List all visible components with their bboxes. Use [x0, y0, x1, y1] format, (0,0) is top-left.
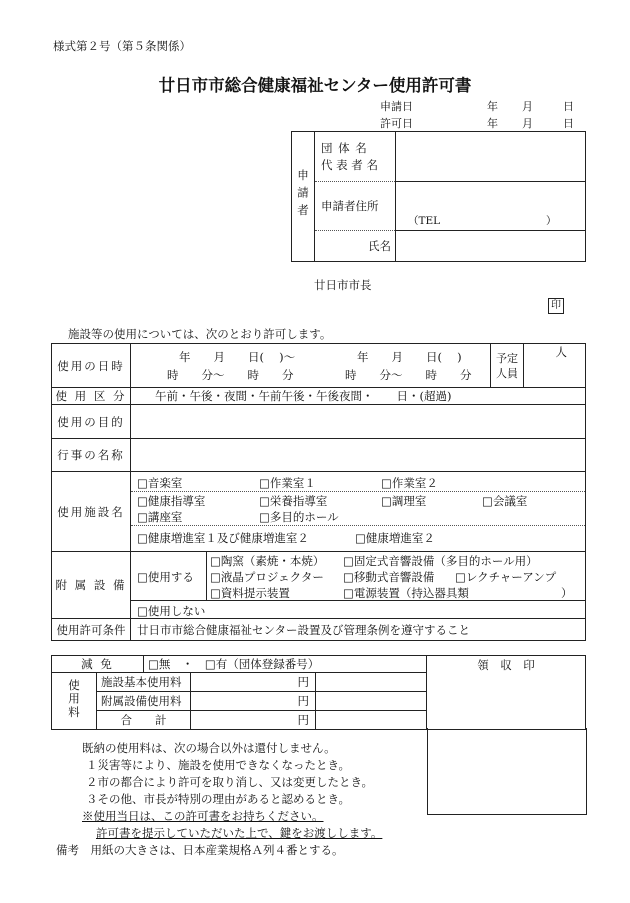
- fee-row-extra: [316, 692, 427, 711]
- note-reason-2: ２市の都合により許可を取り消し、又は変更したとき。: [86, 775, 374, 789]
- facility-health-rooms-1-2[interactable]: □健康増進室１及び健康増進室２: [137, 531, 309, 545]
- facility-workroom-2[interactable]: □作業室２: [381, 476, 438, 490]
- facilities-value: [131, 472, 586, 552]
- equip-mobile-audio[interactable]: □移動式音響設備: [343, 570, 435, 584]
- note-refund: 既納の使用料は、次の場合以外は還付しません。: [82, 741, 336, 755]
- reduction-value-cell[interactable]: [144, 656, 427, 673]
- org-rep-label-cell: [315, 132, 396, 182]
- permitted-month: 月: [522, 117, 533, 130]
- facility-lecture-room[interactable]: □講座室: [137, 510, 183, 524]
- tel-label: （TEL: [408, 215, 441, 227]
- applied-year: 年: [487, 100, 498, 113]
- facility-multipurpose-hall[interactable]: □多目的ホール: [259, 510, 339, 524]
- seal-mark: 印: [548, 298, 564, 314]
- facilities-label: 使用施設名: [52, 472, 131, 552]
- capacity-label-cell: [491, 344, 524, 388]
- usage-class-text: 午前・午後・夜間・午前午後・午後夜間・ 日・(超過): [155, 389, 452, 403]
- equipment-label: 附 属 設 備: [52, 552, 131, 619]
- permitted-date-label: 許可日: [380, 117, 413, 130]
- reduction-value: □無 ・ □有（団体登録番号）: [148, 657, 320, 671]
- fee-row-unit: 円: [297, 713, 309, 727]
- org-rep-value[interactable]: [396, 132, 586, 182]
- equipment-value: [131, 552, 586, 619]
- intro-text: 施設等の使用については、次のとおり許可します。: [68, 327, 332, 341]
- page-title: 廿日市市総合健康福祉センター使用許可書: [158, 76, 472, 95]
- form-number: 様式第２号（第５条関係）: [53, 39, 191, 53]
- reduction-label: 減 免: [52, 656, 144, 673]
- fee-row-label: 附属設備使用料: [97, 692, 191, 711]
- address-value[interactable]: [396, 182, 586, 231]
- conditions-value: 廿日市市総合健康福祉センター設置及び管理条例を遵守すること: [137, 622, 471, 637]
- equipment-use-checkbox[interactable]: □使用する: [137, 570, 194, 584]
- purpose-value[interactable]: [131, 405, 586, 439]
- org-name-label: 団 体 名: [321, 140, 368, 155]
- facility-health-guidance[interactable]: □健康指導室: [137, 494, 206, 508]
- conditions-value-cell: [131, 619, 586, 641]
- datetime-line1-left: 年 月 日( )～: [179, 350, 296, 364]
- name-label: 氏名: [368, 239, 391, 253]
- note-reason-1: １災害等により、施設を使用できなくなったとき。: [86, 758, 351, 772]
- fee-row-label: 合 計: [97, 711, 191, 730]
- facility-music-room[interactable]: □音楽室: [137, 476, 183, 490]
- fee-row-amount[interactable]: [191, 673, 316, 692]
- conditions-label: 使用許可条件: [52, 619, 131, 641]
- applicant-section-label: 申請者: [296, 168, 310, 222]
- mayor-label: 廿日市市長: [314, 278, 372, 292]
- facility-health-room-2[interactable]: □健康増進室２: [355, 531, 435, 545]
- usage-class-value[interactable]: [131, 388, 586, 405]
- fee-table: [51, 655, 586, 730]
- rep-name-label: 代 表 者 名: [321, 157, 378, 172]
- datetime-line2-right: 時 分～ 時 分: [345, 368, 472, 382]
- facility-meeting-room[interactable]: □会議室: [482, 494, 528, 508]
- applied-month: 月: [522, 100, 533, 113]
- applied-day: 日: [563, 100, 574, 113]
- capacity-label: 予定人員: [496, 351, 518, 380]
- event-name-label: 行事の名称: [52, 439, 131, 472]
- fee-row-extra: [316, 673, 427, 692]
- equip-power-close: ）: [561, 586, 573, 600]
- usage-class-label: 使 用 区 分: [52, 388, 131, 405]
- datetime-line2-left: 時 分～ 時 分: [167, 368, 294, 382]
- equipment-not-use-checkbox[interactable]: □使用しない: [137, 604, 206, 618]
- applicant-section-cell: [292, 132, 315, 262]
- fee-row-amount[interactable]: [191, 692, 316, 711]
- fee-label: 使用料: [67, 679, 81, 720]
- fee-row-unit: 円: [297, 694, 309, 708]
- usage-datetime-label: 使用の日時: [52, 344, 131, 388]
- remark: 備考 用紙の大きさは、日本産業規格Ａ列４番とする。: [56, 843, 344, 857]
- tel-close: ）: [546, 215, 557, 227]
- equip-fixed-audio[interactable]: □固定式音響設備（多目的ホール用）: [343, 554, 538, 568]
- facility-nutrition-guidance[interactable]: □栄養指導室: [259, 494, 328, 508]
- note-key-handover: 許可書を提示していただいた上で、鍵をお渡しします。: [96, 826, 383, 840]
- facility-cooking-room[interactable]: □調理室: [381, 494, 427, 508]
- permitted-day: 日: [563, 117, 574, 130]
- fee-label-cell: [52, 673, 97, 730]
- capacity-value[interactable]: [524, 344, 586, 388]
- equip-projector[interactable]: □液晶プロジェクター: [210, 570, 324, 584]
- name-value[interactable]: [396, 231, 586, 262]
- receipt-stamp-cell: [427, 656, 586, 730]
- equip-kiln[interactable]: □陶窯（素焼・本焼）: [210, 554, 325, 568]
- fee-row-extra: [316, 711, 427, 730]
- equip-presenter[interactable]: □資料提示装置: [210, 586, 290, 600]
- facility-workroom-1[interactable]: □作業室１: [259, 476, 316, 490]
- note-bring-permit: ※使用当日は、この許可書をお持ちください。: [82, 809, 324, 823]
- name-label-cell: [315, 231, 396, 262]
- fee-row-label: 施設基本使用料: [97, 673, 191, 692]
- receipt-stamp-area: [427, 728, 587, 815]
- receipt-label: 領 収 印: [477, 658, 535, 672]
- applicant-table: [291, 131, 586, 262]
- event-name-value[interactable]: [131, 439, 586, 472]
- fee-row-amount[interactable]: [191, 711, 316, 730]
- fee-row-unit: 円: [297, 675, 309, 689]
- capacity-unit: 人: [555, 345, 567, 359]
- permitted-year: 年: [487, 117, 498, 130]
- purpose-label: 使用の目的: [52, 405, 131, 439]
- address-label: 申請者住所: [321, 199, 379, 213]
- note-reason-3: ３その他、市長が特別の理由があると認めるとき。: [86, 792, 351, 806]
- equip-power-supply[interactable]: □電源装置（持込器具類: [343, 586, 469, 600]
- address-label-cell: [315, 182, 396, 231]
- usage-table: [51, 343, 586, 641]
- datetime-line1-right: 年 月 日( ): [357, 350, 462, 364]
- equip-lecture-amp[interactable]: □レクチャーアンプ: [455, 570, 557, 584]
- applied-date-label: 申請日: [380, 100, 413, 113]
- usage-datetime-value[interactable]: [131, 344, 491, 388]
